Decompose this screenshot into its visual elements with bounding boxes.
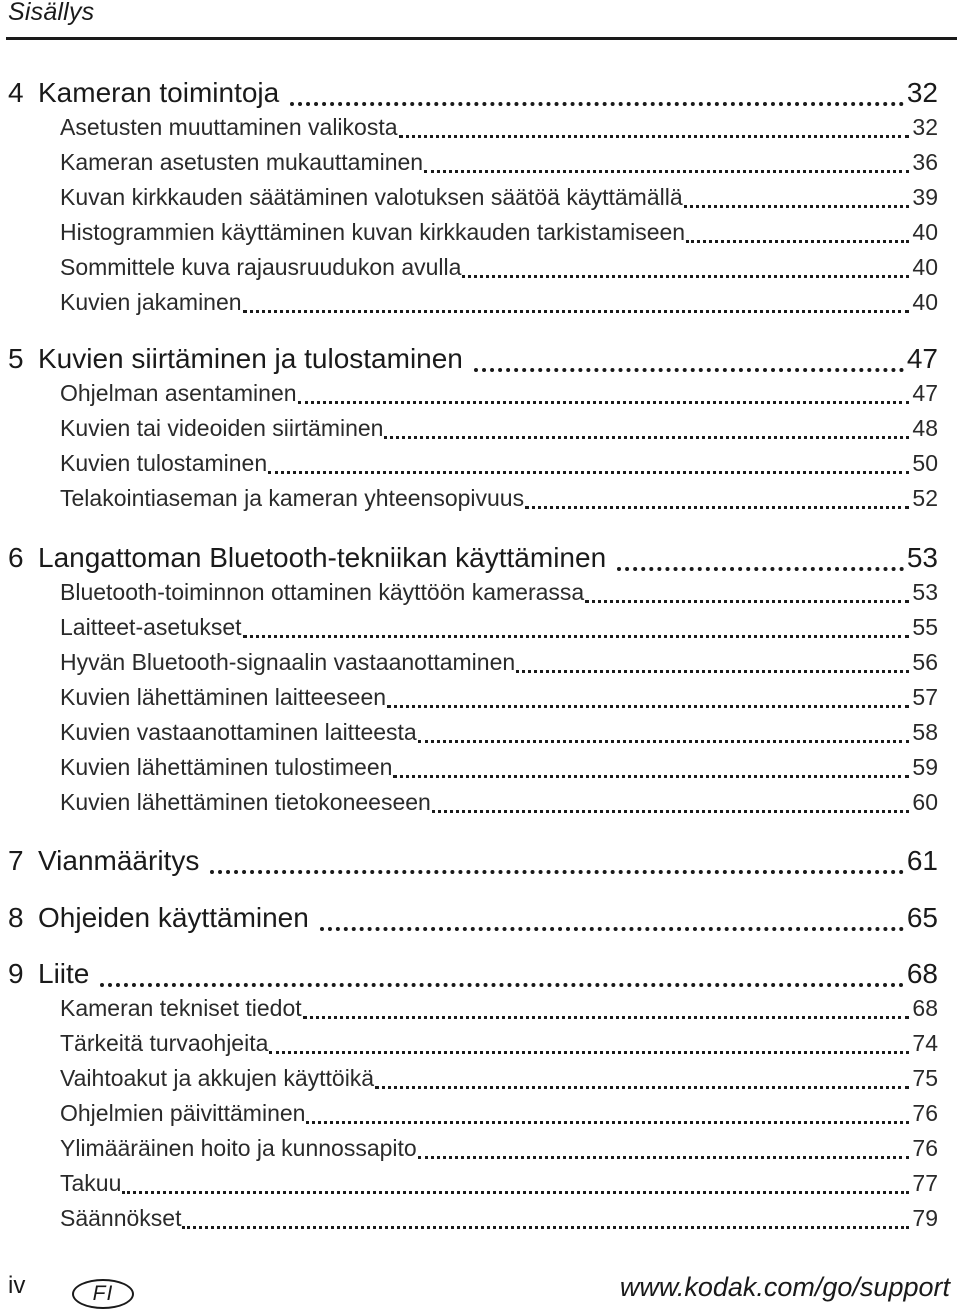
toc-section-row[interactable]	[60, 786, 938, 818]
chapter-title: Ohjeiden käyttäminen	[38, 902, 309, 933]
section-title: Kuvien jakaminen	[60, 289, 242, 315]
dot-leader	[320, 927, 904, 931]
dot-leader	[243, 310, 910, 313]
toc-chapter-row[interactable]	[8, 340, 938, 378]
dot-leader	[303, 1016, 910, 1019]
section-title: Kuvien tai videoiden siirtäminen	[60, 415, 384, 441]
section-title: Kameran asetusten mukauttaminen	[60, 149, 424, 175]
section-title: Kameran tekniset tiedot	[60, 995, 302, 1021]
toc-section-row[interactable]	[60, 377, 938, 409]
section-title: Asetusten muuttaminen valikosta	[60, 114, 398, 140]
chapter-page-number: 53	[906, 542, 938, 573]
toc-chapter-row[interactable]	[8, 955, 938, 993]
section-page-number: 60	[912, 789, 938, 815]
header-divider	[6, 37, 957, 40]
toc-section-row[interactable]	[60, 286, 938, 318]
language-badge-label: FI	[92, 1282, 114, 1305]
toc-section-row[interactable]	[60, 646, 938, 678]
toc-section-row[interactable]	[60, 751, 938, 783]
toc-section-row[interactable]	[60, 146, 938, 178]
section-title: Ohjelmien päivittäminen	[60, 1100, 306, 1126]
section-title: Laitteet-asetukset	[60, 614, 242, 640]
footer-page-number: iv	[8, 1272, 26, 1299]
dot-leader	[424, 170, 909, 173]
section-title: Kuvien tulostaminen	[60, 450, 268, 476]
section-page-number: 40	[912, 219, 938, 245]
section-title: Sommittele kuva rajausruudukon avulla	[60, 254, 462, 280]
section-page-number: 47	[912, 380, 938, 406]
dot-leader	[462, 275, 909, 278]
dot-leader	[182, 1226, 909, 1229]
dot-leader	[384, 436, 909, 439]
dot-leader	[399, 135, 910, 138]
toc-section-row[interactable]	[60, 681, 938, 713]
toc-section-row[interactable]	[60, 576, 938, 608]
section-page-number: 77	[912, 1170, 938, 1196]
section-page-number: 32	[912, 114, 938, 140]
chapter-title: Liite	[38, 958, 90, 989]
section-page-number: 76	[912, 1100, 938, 1126]
toc-section-row[interactable]	[60, 1097, 938, 1129]
section-page-number: 55	[912, 614, 938, 640]
chapter-page-number: 61	[906, 845, 938, 876]
section-page-number: 40	[912, 254, 938, 280]
section-page-number: 48	[912, 415, 938, 441]
toc-section-row[interactable]	[60, 111, 938, 143]
toc-section-row[interactable]	[60, 716, 938, 748]
section-page-number: 58	[912, 719, 938, 745]
dot-leader	[393, 775, 909, 778]
chapter-page-number: 32	[906, 77, 938, 108]
dot-leader	[298, 401, 910, 404]
section-title: Tärkeitä turvaohjeita	[60, 1030, 269, 1056]
toc-section-row[interactable]	[60, 181, 938, 213]
section-title: Vaihtoakut ja akkujen käyttöikä	[60, 1065, 375, 1091]
chapter-title: Kuvien siirtäminen ja tulostaminen	[38, 343, 463, 374]
section-title: Bluetooth-toiminnon ottaminen käyttöön kamerassa	[60, 579, 585, 605]
dot-leader	[268, 471, 909, 474]
chapter-title: Vianmääritys	[38, 845, 200, 876]
section-title: Ylimääräinen hoito ja kunnossapito	[60, 1135, 417, 1161]
dot-leader	[432, 810, 910, 813]
section-title: Säännökset	[60, 1205, 182, 1231]
toc-section-row[interactable]	[60, 611, 938, 643]
dot-leader	[418, 740, 910, 743]
section-title: Histogrammien käyttäminen kuvan kirkkauden tarkistamiseen	[60, 219, 686, 245]
section-title: Kuvien lähettäminen tulostimeen	[60, 754, 393, 780]
chapter-title: Kameran toimintoja	[38, 77, 280, 108]
dot-leader	[684, 205, 910, 208]
section-title: Ohjelman asentaminen	[60, 380, 297, 406]
chapter-number: 4	[8, 77, 24, 108]
dot-leader	[375, 1086, 909, 1089]
toc-section-row[interactable]	[60, 1062, 938, 1094]
dot-leader	[474, 368, 904, 372]
dot-leader	[306, 1121, 909, 1124]
chapter-number: 5	[8, 343, 24, 374]
section-page-number: 79	[912, 1205, 938, 1231]
toc-section-row[interactable]	[60, 216, 938, 248]
section-title: Kuvien lähettäminen tietokoneeseen	[60, 789, 431, 815]
dot-leader	[269, 1051, 909, 1054]
section-page-number: 68	[912, 995, 938, 1021]
chapter-page-number: 68	[906, 958, 938, 989]
section-page-number: 59	[912, 754, 938, 780]
toc-section-row[interactable]	[60, 1132, 938, 1164]
section-page-number: 56	[912, 649, 938, 675]
section-title: Telakointiaseman ja kameran yhteensopivuus	[60, 485, 525, 511]
section-title: Kuvien lähettäminen laitteeseen	[60, 684, 387, 710]
toc-chapter-row[interactable]	[8, 842, 938, 880]
toc-section-row[interactable]	[60, 1027, 938, 1059]
chapter-number: 9	[8, 958, 24, 989]
dot-leader	[516, 670, 909, 673]
section-page-number: 76	[912, 1135, 938, 1161]
chapter-number: 7	[8, 845, 24, 876]
section-title: Kuvien vastaanottaminen laitteesta	[60, 719, 417, 745]
chapter-page-number: 47	[906, 343, 938, 374]
dot-leader	[525, 506, 909, 509]
dot-leader	[243, 635, 910, 638]
section-page-number: 75	[912, 1065, 938, 1091]
dot-leader	[122, 1191, 909, 1194]
toc-section-row[interactable]	[60, 251, 938, 283]
dot-leader	[418, 1156, 910, 1159]
section-page-number: 39	[912, 184, 938, 210]
dot-leader	[210, 870, 904, 874]
section-page-number: 57	[912, 684, 938, 710]
dot-leader	[686, 240, 909, 243]
section-page-number: 40	[912, 289, 938, 315]
chapter-number: 8	[8, 902, 24, 933]
toc-chapter-row[interactable]	[8, 899, 938, 937]
dot-leader	[100, 983, 903, 987]
dot-leader	[387, 705, 909, 708]
section-page-number: 36	[912, 149, 938, 175]
section-page-number: 50	[912, 450, 938, 476]
toc-chapter-row[interactable]	[8, 539, 938, 577]
chapter-number: 6	[8, 542, 24, 573]
dot-leader	[290, 102, 904, 106]
toc-section-row[interactable]	[60, 412, 938, 444]
toc-section-row[interactable]	[60, 447, 938, 479]
section-title: Hyvän Bluetooth-signaalin vastaanottaminen	[60, 649, 516, 675]
page-header-title: Sisällys	[8, 0, 95, 26]
section-title: Kuvan kirkkauden säätäminen valotuksen säätöä käyttämällä	[60, 184, 683, 210]
section-page-number: 52	[912, 485, 938, 511]
chapter-title: Langattoman Bluetooth-tekniikan käyttäminen	[38, 542, 607, 573]
language-badge	[72, 1279, 134, 1309]
dot-leader	[585, 600, 909, 603]
dot-leader	[617, 567, 904, 571]
chapter-page-number: 65	[906, 902, 938, 933]
toc-chapter-row[interactable]	[8, 74, 938, 112]
toc-section-row[interactable]	[60, 1167, 938, 1199]
toc-section-row[interactable]	[60, 482, 938, 514]
section-page-number: 53	[912, 579, 938, 605]
toc-section-row[interactable]	[60, 1202, 938, 1234]
section-title: Takuu	[60, 1170, 122, 1196]
toc-section-row[interactable]	[60, 992, 938, 1024]
footer-url-link[interactable]: www.kodak.com/go/support	[619, 1272, 950, 1302]
section-page-number: 74	[912, 1030, 938, 1056]
